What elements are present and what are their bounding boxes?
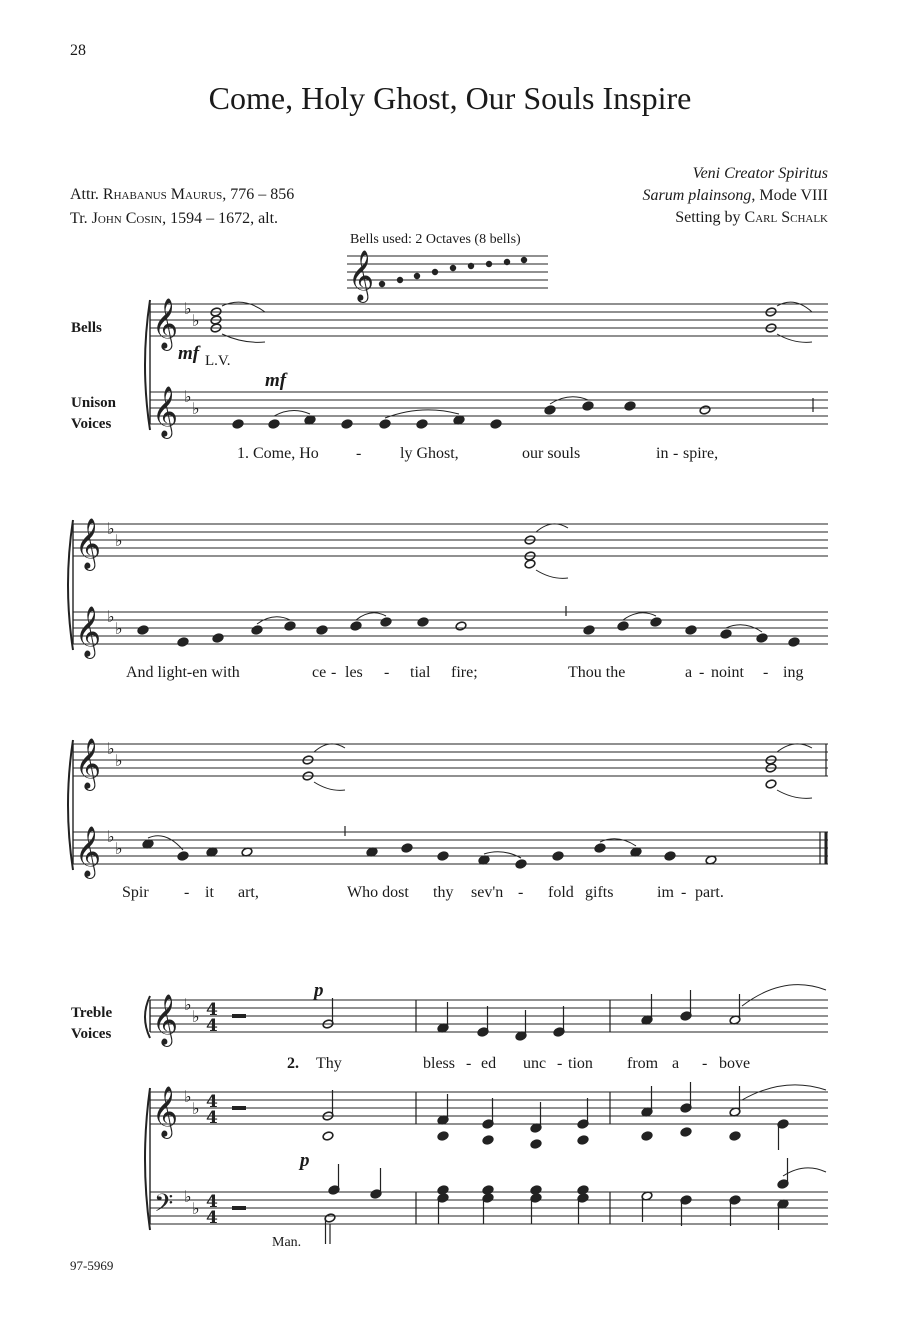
lyric-syllable: thy	[433, 884, 454, 901]
lyric-syllable: ly Ghost,	[400, 445, 459, 462]
hymn-title: Come, Holy Ghost, Our Souls Inspire	[208, 80, 692, 116]
quarter-note	[624, 401, 636, 411]
slur	[783, 1168, 826, 1176]
lyric-syllable: gifts	[585, 884, 614, 901]
bell-note	[450, 265, 455, 270]
quarter-note	[316, 625, 328, 635]
quarter-note	[401, 843, 413, 853]
whole-note	[699, 405, 711, 415]
quarter-note	[680, 1127, 692, 1137]
quarter-note	[268, 419, 280, 429]
slur	[314, 782, 345, 790]
quarter-note	[417, 617, 429, 627]
lyric-syllable: -	[557, 1055, 563, 1072]
lyric-syllable: -	[384, 664, 390, 681]
flat-icon: ♭	[184, 387, 192, 406]
lyric-syllable: our souls	[522, 445, 581, 462]
lyric-syllable: unc	[523, 1055, 547, 1072]
flat-icon: ♭	[115, 751, 123, 770]
system-brace	[145, 996, 150, 1038]
bell-note	[521, 257, 526, 262]
quarter-note	[482, 1135, 494, 1145]
slur	[742, 985, 826, 1006]
slur	[484, 852, 521, 858]
bell-note	[379, 281, 384, 286]
lyric-syllable: -	[466, 1055, 472, 1072]
time-signature: 4	[206, 1192, 218, 1212]
lyric-syllable: it	[205, 884, 214, 901]
treble-clef-icon: 𝄞	[152, 298, 179, 349]
flat-icon: ♭	[184, 1187, 192, 1206]
lyric-syllable: sev'n	[471, 884, 504, 901]
system-brace	[68, 740, 73, 870]
lyric-syllable: bove	[719, 1055, 751, 1072]
author-name: Rhabanus Maurus	[102, 186, 223, 203]
treble-label-line2: Voices	[71, 1026, 112, 1042]
quarter-note	[582, 401, 594, 411]
slur	[314, 744, 345, 752]
time-signature: 4	[206, 1092, 218, 1112]
whole-note	[765, 779, 777, 789]
slur	[356, 613, 386, 620]
lyric-syllable: from	[627, 1055, 659, 1072]
quarter-note	[756, 633, 768, 643]
quarter-note	[177, 851, 189, 861]
quarter-note	[416, 419, 428, 429]
treble-clef-icon: 𝄞	[348, 250, 375, 301]
lyric-syllable: -	[184, 884, 190, 901]
flat-icon: ♭	[107, 519, 115, 538]
lyric-syllable: -	[356, 445, 362, 462]
catalog-number: 97-5969	[70, 1258, 114, 1273]
treble-clef-icon: 𝄞	[75, 826, 102, 877]
lyric-syllable: -	[763, 664, 769, 681]
half-rest-icon	[232, 1206, 246, 1210]
treble-label-line1: Treble	[71, 1005, 113, 1021]
lyric-syllable: -	[331, 664, 337, 681]
whole-note	[322, 1131, 334, 1141]
quarter-note	[594, 843, 606, 853]
slur	[274, 410, 310, 416]
quarter-note	[788, 637, 800, 647]
translator-dates: , 1594 – 1672, alt.	[162, 210, 279, 227]
quarter-note	[729, 1131, 741, 1141]
bells-label: Bells	[71, 320, 102, 336]
lyric-syllable: im	[657, 884, 674, 901]
lyric-syllable: in	[656, 445, 669, 462]
slur	[777, 334, 812, 342]
slur	[222, 334, 265, 342]
bell-note	[486, 261, 491, 266]
quarter-note	[437, 1131, 449, 1141]
quarter-note	[650, 617, 662, 627]
lyric-syllable: tion	[568, 1055, 593, 1072]
system-brace	[68, 520, 73, 650]
quarter-note	[530, 1139, 542, 1149]
flat-icon: ♭	[107, 827, 115, 846]
lyric-syllable: And light-en with	[126, 664, 240, 681]
slur	[536, 524, 568, 532]
bell-note	[504, 259, 509, 264]
notation-marks	[68, 250, 826, 1244]
time-signature: 4	[206, 1208, 218, 1228]
time-signature: 4	[206, 1108, 218, 1128]
quarter-note	[137, 625, 149, 635]
slur	[623, 613, 656, 620]
author-dates: , 776 – 856	[222, 186, 295, 203]
lyric-syllable: a	[685, 664, 693, 681]
flat-icon: ♭	[184, 1087, 192, 1106]
quarter-note	[720, 629, 732, 639]
dynamic-p-accomp: p	[300, 1150, 310, 1171]
quarter-note	[437, 851, 449, 861]
lyric-syllable: spire,	[683, 445, 719, 462]
quarter-note	[341, 419, 353, 429]
quarter-note	[379, 419, 391, 429]
lyric-syllable: part.	[695, 884, 724, 901]
unison-label-line2: Voices	[71, 416, 112, 432]
treble-clef-icon: 𝄞	[75, 518, 102, 569]
slur	[777, 790, 812, 798]
system-brace	[145, 300, 150, 430]
quarter-note	[177, 637, 189, 647]
lyric-syllable: les	[345, 664, 363, 681]
quarter-note	[251, 625, 263, 635]
lyric-syllable: Thy	[316, 1055, 342, 1072]
lyric-syllable: -	[673, 445, 679, 462]
lyric-syllable: -	[518, 884, 524, 901]
bell-note	[468, 263, 473, 268]
flat-icon: ♭	[115, 619, 123, 638]
quarter-note	[685, 625, 697, 635]
manual-label: Man.	[272, 1235, 302, 1250]
lyric-syllable: bless	[423, 1055, 455, 1072]
flat-icon: ♭	[115, 531, 123, 550]
lyric-syllable: ed	[481, 1055, 497, 1072]
quarter-note	[530, 1185, 542, 1195]
quarter-note	[284, 621, 296, 631]
lyric-syllable: ing	[783, 664, 804, 681]
quarter-note	[664, 851, 676, 861]
lyric-syllable: -	[699, 664, 705, 681]
half-rest-icon	[232, 1106, 246, 1110]
slur	[777, 744, 812, 752]
quarter-note	[544, 405, 556, 415]
lyric-syllable: noint	[711, 664, 744, 681]
flat-icon: ♭	[107, 739, 115, 758]
lyric-syllable: Spir	[122, 884, 149, 901]
flat-icon: ♭	[107, 607, 115, 626]
lyric-syllable: Who dost	[347, 884, 409, 901]
quarter-note	[380, 617, 392, 627]
slur	[536, 570, 568, 578]
treble-clef-icon: 𝄞	[152, 994, 179, 1045]
quarter-note	[515, 859, 527, 869]
page-number: 28	[70, 42, 86, 59]
tune-source: Sarum plainsong	[642, 187, 752, 204]
dynamic-p-treble: p	[314, 980, 324, 1001]
flat-icon: ♭	[192, 1007, 200, 1026]
dynamic-mf-bells: mf	[178, 343, 200, 364]
translator-prefix: Tr.	[70, 210, 88, 227]
whole-note	[455, 621, 467, 631]
half-rest-icon	[232, 1014, 246, 1018]
lyric-syllable: ce	[312, 664, 327, 681]
time-signature: 4	[206, 1000, 218, 1020]
composer-name: Carl Schalk	[744, 209, 828, 226]
lyric-syllable: Thou the	[568, 664, 626, 681]
translator-name: John Cosin	[91, 210, 163, 227]
bell-note	[397, 277, 402, 282]
bells-used-note: Bells used: 2 Octaves (8 bells)	[350, 232, 521, 247]
quarter-note	[437, 1185, 449, 1195]
flat-icon: ♭	[192, 311, 200, 330]
flat-icon: ♭	[192, 1199, 200, 1218]
quarter-note	[577, 1185, 589, 1195]
treble-clef-icon: 𝄞	[152, 1086, 179, 1137]
latin-title: Veni Creator Spiritus	[692, 165, 828, 182]
dynamic-mf-voices: mf	[265, 370, 287, 391]
lyric-syllable: art,	[238, 884, 259, 901]
lyric-syllable: tial	[410, 664, 431, 681]
time-signature: 4	[206, 1016, 218, 1036]
quarter-note	[577, 1135, 589, 1145]
slur	[385, 410, 459, 418]
treble-clef-icon: 𝄞	[152, 386, 179, 437]
let-vibrate-mark: L.V.	[205, 353, 231, 369]
quarter-note	[482, 1185, 494, 1195]
setting-prefix: Setting by	[675, 209, 741, 226]
quarter-note	[583, 625, 595, 635]
whole-note	[524, 559, 536, 569]
quarter-note	[490, 419, 502, 429]
lyric-syllable: fire;	[451, 664, 478, 681]
quarter-note	[350, 621, 362, 631]
bell-note	[414, 273, 419, 278]
quarter-note	[212, 633, 224, 643]
author-prefix: Attr.	[70, 186, 99, 203]
lyric-syllable: 2.	[287, 1055, 299, 1072]
unison-label-line1: Unison	[71, 395, 117, 411]
lyric-syllable: a	[672, 1055, 680, 1072]
lyric-syllable: -	[681, 884, 687, 901]
quarter-note	[232, 419, 244, 429]
lyric-syllable: 1. Come, Ho	[237, 445, 319, 462]
lyric-syllable: fold	[548, 884, 574, 901]
system-brace	[145, 1088, 150, 1230]
quarter-note	[617, 621, 629, 631]
treble-clef-icon: 𝄞	[75, 606, 102, 657]
quarter-note	[641, 1131, 653, 1141]
flat-icon: ♭	[115, 839, 123, 858]
mode: , Mode VIII	[751, 187, 828, 204]
lyric-syllable: -	[702, 1055, 708, 1072]
quarter-note	[552, 851, 564, 861]
flat-icon: ♭	[184, 995, 192, 1014]
bell-note	[432, 269, 437, 274]
flat-icon: ♭	[192, 399, 200, 418]
flat-icon: ♭	[184, 299, 192, 318]
flat-icon: ♭	[192, 1099, 200, 1118]
bass-clef-icon: 𝄢	[154, 1189, 174, 1224]
treble-clef-icon: 𝄞	[75, 738, 102, 789]
